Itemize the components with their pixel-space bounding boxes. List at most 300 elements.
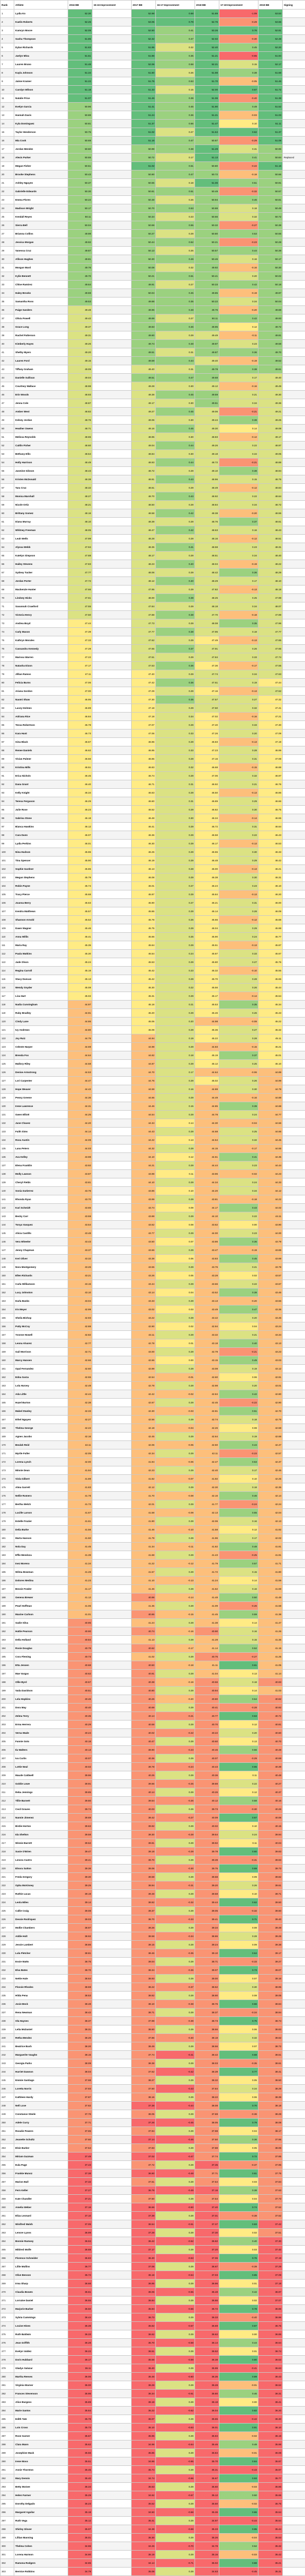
- imp-16-17-cell: 0.40: [156, 577, 195, 586]
- table-row: [1, 2407, 305, 2415]
- bb-2018-cell: 36.82: [195, 2237, 219, 2246]
- table-row: [1, 552, 305, 560]
- imp-17-18-cell: 0.36: [219, 1238, 258, 1246]
- imp-16-17-cell: 0.29: [156, 2127, 195, 2136]
- bb-2016-cell: 40.68: [68, 1661, 93, 1670]
- bb-2016-cell: 48.21: [68, 501, 93, 509]
- imp-15-16-cell: [93, 1839, 132, 1848]
- bb-2019-cell: 38.50: [258, 2076, 283, 2085]
- bb-2018-cell: 42.74: [195, 1416, 219, 1424]
- bb-2019-cell: 36.52: [258, 2381, 283, 2390]
- imp-15-16-cell: [93, 941, 132, 950]
- imp-16-17-cell: -0.04: [156, 1424, 195, 1433]
- athlete-cell: Dana Grant: [14, 780, 68, 789]
- rank-cell: 231: [1, 1958, 14, 1966]
- table-row: [1, 1051, 305, 1060]
- imp-17-18-cell: 0.27: [219, 958, 258, 967]
- signing-cell: [283, 1949, 305, 1958]
- bb-2018-cell: 36.62: [195, 2330, 219, 2339]
- table-row: [1, 1111, 305, 1119]
- imp-17-18-cell: 0.89: [219, 2373, 258, 2381]
- bb-2016-cell: 39.19: [68, 1890, 93, 1898]
- rank-cell: 41: [1, 348, 14, 357]
- bb-2017-cell: 41.58: [132, 1509, 156, 1517]
- imp-17-18-cell: -0.23: [219, 1449, 258, 1458]
- bb-2018-cell: 48.72: [195, 458, 219, 467]
- signing-cell: [283, 1644, 305, 1653]
- imp-15-16-cell: [93, 2500, 132, 2508]
- imp-16-17-cell: -0.13: [156, 1577, 195, 1585]
- signing-cell: [283, 1500, 305, 1509]
- imp-17-18-cell: 0.08: [219, 1424, 258, 1433]
- imp-16-17-cell: 0.29: [156, 2500, 195, 2508]
- bb-2016-cell: 35.40: [68, 2474, 93, 2483]
- bb-2016-cell: 46.56: [68, 755, 93, 763]
- imp-17-18-cell: 0.36: [219, 569, 258, 577]
- athlete-cell: Rena Newman: [14, 2008, 68, 2017]
- signing-cell: [283, 365, 305, 374]
- imp-15-16-cell: [93, 721, 132, 729]
- signing-cell: [283, 611, 305, 619]
- bb-2016-cell: 51.63: [68, 43, 93, 52]
- table-row: [1, 1229, 305, 1238]
- bb-2017-cell: 41.46: [132, 1585, 156, 1593]
- bb-2019-cell: 49.97: [258, 289, 283, 298]
- imp-16-17-cell: -0.29: [156, 1848, 195, 1856]
- bb-2018-cell: 41.04: [195, 1670, 219, 1678]
- athlete-cell: Myrtle Fuller: [14, 1449, 68, 1458]
- bb-2016-cell: 39.80: [68, 1797, 93, 1805]
- imp-17-18-cell: 0.60: [219, 1848, 258, 1856]
- imp-15-16-cell: [93, 2085, 132, 2093]
- signing-cell: [283, 2424, 305, 2432]
- table-row: [1, 806, 305, 814]
- bb-2018-cell: 48.49: [195, 484, 219, 492]
- bb-2016-cell: 39.08: [68, 1907, 93, 1915]
- rank-cell: 93: [1, 789, 14, 797]
- bb-2019-cell: 46.99: [258, 746, 283, 755]
- table-row: [1, 458, 305, 467]
- athlete-cell: Sylvia Cummings: [14, 2313, 68, 2322]
- bb-2019-cell: 39.82: [258, 1873, 283, 1881]
- bb-2017-cell: 47.29: [132, 687, 156, 696]
- imp-16-17-cell: 0.01: [156, 1339, 195, 1348]
- bb-2018-cell: 40.36: [195, 1771, 219, 1780]
- rank-cell: 154: [1, 1305, 14, 1314]
- imp-16-17-cell: 0.29: [156, 806, 195, 814]
- athlete-cell: Felicia Burns: [14, 679, 68, 687]
- bb-2019-cell: 40.82: [258, 1695, 283, 1704]
- table-row: [1, 611, 305, 619]
- imp-17-18-cell: 0.21: [219, 1331, 258, 1339]
- rank-cell: 65: [1, 552, 14, 560]
- imp-16-17-cell: 0.13: [156, 1136, 195, 1145]
- imp-17-18-cell: -0.15: [219, 763, 258, 772]
- imp-15-16-cell: [93, 484, 132, 492]
- rank-cell: 39: [1, 331, 14, 340]
- bb-2019-cell: 51.09: [258, 137, 283, 145]
- imp-16-17-cell: 0.29: [156, 1212, 195, 1221]
- bb-2016-cell: 50.22: [68, 196, 93, 204]
- table-row: [1, 1924, 305, 1932]
- imp-17-18-cell: 0.74: [219, 2203, 258, 2212]
- rank-cell: 12: [1, 103, 14, 111]
- bb-2016-cell: 34.90: [68, 2551, 93, 2559]
- bb-2018-cell: 37.69: [195, 2110, 219, 2119]
- athlete-cell: Dorothy Delgado: [14, 2500, 68, 2508]
- imp-17-18-cell: -0.17: [219, 662, 258, 670]
- imp-17-18-cell: 0.24: [219, 1111, 258, 1119]
- imp-16-17-cell: 0.35: [156, 696, 195, 704]
- imp-17-18-cell: -0.22: [219, 1399, 258, 1407]
- signing-cell: [283, 696, 305, 704]
- imp-16-17-cell: -0.28: [156, 1831, 195, 1839]
- bb-2019-cell: 45.11: [258, 1034, 283, 1043]
- bb-2017-cell: 43.74: [132, 1204, 156, 1212]
- imp-16-17-cell: 0.31: [156, 780, 195, 789]
- rank-cell: 198: [1, 1678, 14, 1687]
- signing-cell: [283, 2313, 305, 2322]
- bb-2017-cell: 43.11: [132, 1331, 156, 1339]
- table-row: [1, 94, 305, 103]
- imp-15-16-cell: [93, 2229, 132, 2237]
- imp-16-17-cell: 0.29: [156, 738, 195, 746]
- imp-17-18-cell: -0.21: [219, 408, 258, 416]
- bb-2018-cell: 43.49: [195, 1305, 219, 1314]
- bb-2017-cell: 38.34: [132, 1966, 156, 1975]
- bb-2018-cell: 42.45: [195, 1399, 219, 1407]
- bb-2016-cell: 44.47: [68, 1077, 93, 1085]
- signing-cell: [283, 1348, 305, 1356]
- bb-2017-cell: 45.54: [132, 950, 156, 958]
- athlete-cell: Reba Jennings: [14, 1788, 68, 1797]
- imp-16-17-cell: 0.29: [156, 2229, 195, 2237]
- bb-2017-cell: 39.48: [132, 1890, 156, 1898]
- athlete-cell: Delia Burke: [14, 1526, 68, 1534]
- rank-cell: 155: [1, 1314, 14, 1322]
- signing-cell: [283, 653, 305, 662]
- imp-16-17-cell: 0.32: [156, 763, 195, 772]
- bb-2017-cell: 36.73: [132, 2313, 156, 2322]
- bb-2018-cell: 44.20: [195, 1187, 219, 1195]
- bb-2017-cell: 42.90: [132, 1322, 156, 1331]
- athlete-cell: Irene Lawrence: [14, 1102, 68, 1111]
- bb-2016-cell: 35.78: [68, 2415, 93, 2424]
- table-row: [1, 1466, 305, 1475]
- imp-16-17-cell: -0.23: [156, 1746, 195, 1754]
- bb-2019-cell: 41.15: [258, 1644, 283, 1653]
- rank-cell: 200: [1, 1695, 14, 1704]
- bb-2017-cell: 41.24: [132, 1619, 156, 1627]
- bb-2019-cell: 45.44: [258, 984, 283, 992]
- bb-2016-cell: 44.75: [68, 1034, 93, 1043]
- imp-17-18-cell: 0.00: [219, 2398, 258, 2407]
- imp-17-18-cell: 0.42: [219, 281, 258, 289]
- table-row: [1, 1119, 305, 1128]
- imp-15-16-cell: [93, 2390, 132, 2398]
- signing-cell: [283, 2288, 305, 2296]
- rank-cell: 224: [1, 1898, 14, 1907]
- bb-2016-cell: 47.00: [68, 687, 93, 696]
- bb-2016-cell: 40.84: [68, 1636, 93, 1644]
- bb-2016-cell: 45.63: [68, 899, 93, 907]
- imp-15-16-cell: [93, 1526, 132, 1534]
- signing-cell: [283, 450, 305, 458]
- rank-cell: 71: [1, 602, 14, 611]
- imp-17-18-cell: 0.02: [219, 2296, 258, 2305]
- rank-cell: 260: [1, 2203, 14, 2212]
- table-row: [1, 1780, 305, 1788]
- imp-17-18-cell: 0.36: [219, 348, 258, 357]
- bb-2018-cell: 43.47: [195, 1246, 219, 1255]
- imp-15-16-cell: [93, 1932, 132, 1941]
- bb-2017-cell: 40.50: [132, 1661, 156, 1670]
- bb-2019-cell: 45.34: [258, 1001, 283, 1009]
- table-row: [1, 2186, 305, 2195]
- signing-cell: [283, 1297, 305, 1305]
- bb-2018-cell: 36.72: [195, 2305, 219, 2313]
- imp-15-16-cell: [93, 1602, 132, 1610]
- athlete-cell: Shannon Arnold: [14, 916, 68, 924]
- imp-17-18-cell: 0.02: [219, 2229, 258, 2237]
- table-row: [1, 1721, 305, 1729]
- signing-cell: [283, 1788, 305, 1797]
- bb-2018-cell: 35.67: [195, 2474, 219, 2483]
- rank-cell: 243: [1, 2059, 14, 2068]
- imp-16-17-cell: -0.26: [156, 1797, 195, 1805]
- bb-2017-cell: 50.30: [132, 255, 156, 264]
- imp-15-16-cell: [93, 882, 132, 890]
- rank-cell: 271: [1, 2296, 14, 2305]
- bb-2018-cell: 42.79: [195, 1348, 219, 1356]
- imp-17-18-cell: -0.12: [219, 916, 258, 924]
- rank-cell: 11: [1, 94, 14, 103]
- imp-16-17-cell: 0.45: [156, 425, 195, 433]
- table-row: [1, 2085, 305, 2093]
- athlete-cell: Yvonne Howell: [14, 1331, 68, 1339]
- table-row: [1, 2102, 305, 2110]
- bb-2016-cell: 41.39: [68, 1551, 93, 1560]
- bb-2016-cell: 49.15: [68, 357, 93, 365]
- imp-17-18-cell: 0.12: [219, 1526, 258, 1534]
- imp-15-16-cell: [93, 120, 132, 128]
- athlete-cell: Erin Woods: [14, 391, 68, 399]
- bb-2017-cell: 43.86: [132, 1187, 156, 1195]
- bb-2018-cell: 35.65: [195, 2415, 219, 2424]
- signing-cell: [283, 1026, 305, 1034]
- imp-16-17-cell: 0.36: [156, 111, 195, 120]
- rank-cell: 25: [1, 213, 14, 221]
- signing-cell: [283, 1543, 305, 1551]
- signing-cell: [283, 1305, 305, 1314]
- imp-17-18-cell: 0.48: [219, 1543, 258, 1551]
- rank-cell: 90: [1, 763, 14, 772]
- bb-2019-cell: 37.51: [258, 2229, 283, 2237]
- rank-cell: 178: [1, 1509, 14, 1517]
- imp-15-16-cell: [93, 907, 132, 916]
- signing-cell: [283, 255, 305, 264]
- table-row: [1, 1238, 305, 1246]
- imp-15-16-cell: [93, 2432, 132, 2440]
- bb-2018-cell: 43.62: [195, 1221, 219, 1229]
- rank-cell: 171: [1, 1449, 14, 1458]
- bb-2017-cell: 35.34: [132, 2390, 156, 2398]
- signing-cell: [283, 831, 305, 840]
- bb-2017-cell: 36.40: [132, 2364, 156, 2373]
- rank-cell: 38: [1, 323, 14, 331]
- bb-2018-cell: 46.92: [195, 780, 219, 789]
- athlete-cell: Ada Little: [14, 1390, 68, 1399]
- signing-cell: [283, 1873, 305, 1881]
- bb-2017-cell: 39.92: [132, 1822, 156, 1831]
- bb-2018-cell: 51.13: [195, 154, 219, 162]
- bb-2016-cell: 50.17: [68, 204, 93, 213]
- signing-cell: [283, 1483, 305, 1492]
- bb-2019-cell: 48.40: [258, 552, 283, 560]
- signing-cell: [283, 509, 305, 518]
- bb-2017-cell: 46.52: [132, 806, 156, 814]
- athlete-cell: Marguerite Vaughn: [14, 2051, 68, 2059]
- imp-17-18-cell: -0.12: [219, 535, 258, 543]
- bb-2018-cell: 39.24: [195, 1941, 219, 1949]
- bb-2019-cell: 45.87: [258, 941, 283, 950]
- bb-2019-cell: 46.97: [258, 772, 283, 780]
- signing-cell: [283, 2559, 305, 2568]
- bb-2017-cell: 40.58: [132, 1721, 156, 1729]
- imp-15-16-cell: [93, 1017, 132, 1026]
- bb-2019-cell: 50.04: [258, 298, 283, 306]
- bb-2016-cell: 39.47: [68, 1848, 93, 1856]
- imp-17-18-cell: 0.26: [219, 1077, 258, 1085]
- bb-2017-cell: 49.16: [132, 425, 156, 433]
- bb-2018-cell: 49.97: [195, 340, 219, 348]
- table-row: [1, 425, 305, 433]
- bb-2018-cell: 40.41: [195, 1704, 219, 1712]
- bb-2019-cell: 39.49: [258, 1924, 283, 1932]
- bb-2017-cell: 44.87: [132, 1060, 156, 1068]
- imp-16-17-cell: 0.47: [156, 137, 195, 145]
- imp-17-18-cell: 0.15: [219, 60, 258, 69]
- rank-cell: 227: [1, 1924, 14, 1932]
- bb-2019-cell: 52.81: [258, 26, 283, 35]
- bb-2018-cell: 47.91: [195, 645, 219, 653]
- bb-2018-cell: 37.98: [195, 2127, 219, 2136]
- athlete-cell: Penny Greene: [14, 1094, 68, 1102]
- bb-2019-cell: 48.94: [258, 467, 283, 475]
- bb-2017-cell: 48.95: [132, 433, 156, 442]
- bb-2019-cell: 41.25: [258, 1653, 283, 1661]
- athlete-cell: Viola Gilbert: [14, 1475, 68, 1483]
- table-row: [1, 687, 305, 696]
- bb-2016-cell: 35.29: [68, 2491, 93, 2500]
- bb-2019-cell: 43.24: [258, 1322, 283, 1331]
- rank-cell: 183: [1, 1551, 14, 1560]
- table-row: [1, 1348, 305, 1356]
- signing-cell: [283, 2457, 305, 2466]
- imp-15-16-cell: [93, 2136, 132, 2144]
- table-row: [1, 1788, 305, 1797]
- imp-17-18-cell: 0.48: [219, 2440, 258, 2449]
- imp-17-18-cell: 0.26: [219, 1009, 258, 1017]
- table-row: [1, 738, 305, 746]
- bb-2019-cell: 49.30: [258, 391, 283, 399]
- bb-2019-cell: 48.55: [258, 509, 283, 518]
- athlete-cell: Ida Shelton: [14, 1831, 68, 1839]
- imp-16-17-cell: 0.29: [156, 2432, 195, 2440]
- signing-cell: [283, 1890, 305, 1898]
- imp-16-17-cell: -0.68: [156, 2508, 195, 2517]
- rank-cell: 120: [1, 1017, 14, 1026]
- bb-2018-cell: 40.26: [195, 1788, 219, 1797]
- table-row: [1, 2330, 305, 2339]
- imp-15-16-cell: [93, 746, 132, 755]
- athlete-cell: Nettie Hale: [14, 1975, 68, 1983]
- bb-2019-cell: 38.84: [258, 2000, 283, 2008]
- imp-17-18-cell: 0.17: [219, 577, 258, 586]
- bb-2017-cell: 37.26: [132, 2119, 156, 2127]
- bb-2016-cell: 37.49: [68, 2152, 93, 2161]
- bb-2018-cell: 48.25: [195, 594, 219, 602]
- signing-cell: [283, 2568, 305, 2576]
- imp-15-16-cell: [93, 535, 132, 543]
- bb-2019-cell: 47.89: [258, 611, 283, 619]
- rank-cell: 138: [1, 1170, 14, 1178]
- bb-2017-cell: 41.34: [132, 1543, 156, 1551]
- bb-2019-cell: 35.75: [258, 2500, 283, 2508]
- imp-17-18-cell: -0.02: [219, 2500, 258, 2508]
- signing-cell: [283, 374, 305, 382]
- athlete-cell: Monica Marshall: [14, 492, 68, 501]
- rank-cell: 170: [1, 1441, 14, 1449]
- bb-2016-cell: 50.11: [68, 213, 93, 221]
- athlete-cell: Holly Harrison: [14, 458, 68, 467]
- bb-2016-cell: 46.95: [68, 696, 93, 704]
- imp-17-18-cell: 0.30: [219, 848, 258, 857]
- imp-15-16-cell: [93, 1983, 132, 1992]
- bb-2016-cell: 49.04: [68, 374, 93, 382]
- athlete-cell: Ollie Byrd: [14, 1678, 68, 1687]
- athlete-cell: Marissa Warren: [14, 653, 68, 662]
- athlete-cell: Kate Chandler: [14, 2195, 68, 2203]
- imp-16-17-cell: 0.29: [156, 1128, 195, 1136]
- bb-2016-cell: 39.58: [68, 1831, 93, 1839]
- bb-2016-cell: 46.07: [68, 831, 93, 840]
- athlete-cell: Lana Peters: [14, 1145, 68, 1153]
- rank-cell: 133: [1, 1128, 14, 1136]
- imp-15-16-cell: [93, 2305, 132, 2313]
- bb-2018-cell: 47.49: [195, 636, 219, 645]
- imp-16-17-cell: 0.29: [156, 2381, 195, 2390]
- imp-16-17-cell: 0.27: [156, 899, 195, 907]
- bb-2016-cell: 41.56: [68, 1526, 93, 1534]
- bb-2019-cell: 42.35: [258, 1483, 283, 1492]
- imp-15-16-cell: [93, 1221, 132, 1229]
- bb-2017-cell: 42.56: [132, 1416, 156, 1424]
- bb-2018-cell: 36.14: [195, 2339, 219, 2347]
- imp-15-16-cell: [93, 2508, 132, 2517]
- imp-17-18-cell: -0.01: [219, 2449, 258, 2457]
- bb-2016-cell: 41.34: [68, 1560, 93, 1568]
- imp-17-18-cell: -0.30: [219, 35, 258, 43]
- bb-2019-cell: 38.94: [258, 2008, 283, 2017]
- athlete-cell: Cindy Lane: [14, 1017, 68, 1026]
- signing-cell: [283, 2110, 305, 2119]
- bb-2019-cell: 39.07: [258, 1966, 283, 1975]
- bb-2016-cell: 37.10: [68, 2212, 93, 2220]
- rank-cell: 244: [1, 2068, 14, 2076]
- athlete-cell: Ava Kelley: [14, 1153, 68, 1161]
- bb-2019-cell: 38.06: [258, 2144, 283, 2152]
